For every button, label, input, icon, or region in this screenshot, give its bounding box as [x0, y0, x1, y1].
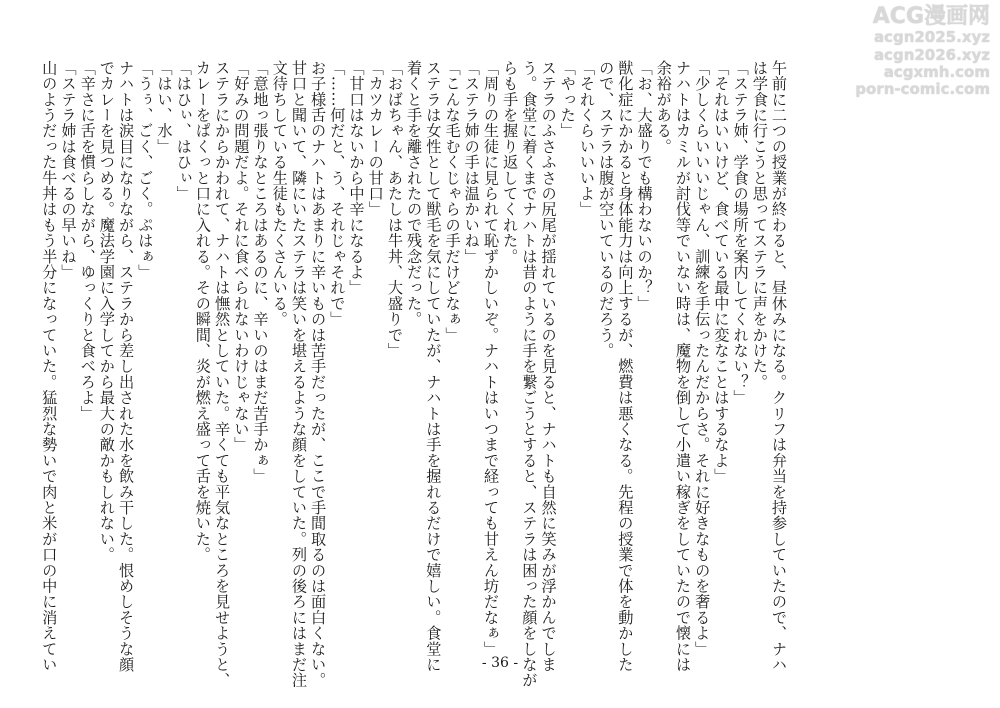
- page-number: - 36 -: [481, 655, 519, 671]
- text-column: カレーをぱくっと口に入れる。その瞬間、炎が燃え盛って舌を焼いた。: [193, 60, 212, 563]
- text-column: ステラにからかわれて、ナハトは憮然としていた。辛くても平気なところを見せようと、: [213, 60, 232, 688]
- text-column: 獣化症にかかると身体能力は向上するが、燃費は悪くなる。先程の授業で体を動かした: [616, 60, 635, 673]
- text-column: ナハトは涙目になりながら、ステラから差し出された水を飲み干した。恨めしそうな顔: [117, 60, 136, 673]
- text-column: 「おばちゃん、あたしは牛丼、大盛りで」: [385, 60, 404, 359]
- text-column: 「好みの問題だよ。それに食べられないわけじゃない」: [232, 60, 251, 453]
- text-column: 「はい、水」: [155, 60, 174, 155]
- watermark-line: porn-comic.com: [855, 80, 990, 99]
- text-column: 「意地っ張りなところはあるのに、辛いのはまだ苦手かぁ」: [251, 60, 270, 484]
- text-column: 「お、大盛りでも構わないのか？」: [635, 60, 654, 312]
- site-watermark: [790, 4, 990, 98]
- text-column: ナハトはカミルが討伐等でいない時は、魔物を倒して小遣い稼ぎをしていたので懐には: [673, 60, 692, 673]
- text-column: らも手を握り返してくれた。: [501, 60, 520, 265]
- text-column: 「それくらいいいよ」: [577, 60, 596, 217]
- text-column: 「ステラ姉、学食の場所を案内してくれない？」: [731, 60, 750, 406]
- text-column: ステラのふさふさの尻尾が揺れているのを見ると、ナハトも自然に笑みが浮かんでしま: [539, 60, 558, 673]
- text-column: お子様舌のナハトはあまりに辛いものは苦手だったが、ここで手間取るのは面白くない。: [309, 60, 328, 688]
- text-column: 「ステラ姉の手は温かいね」: [462, 60, 481, 265]
- text-column: でカレーを見つめる。魔法学園に入学してから最大の敵かもしれない。: [97, 60, 116, 563]
- text-column: 「うぅ、ごく、ごく。ぷはぁ」: [136, 60, 155, 280]
- text-column: 「辛さに舌を慣らしながら、ゆっくりと食べろよ」: [78, 60, 97, 422]
- text-column: 「それはいいけど、食べている最中に変なことはするなよ」: [712, 60, 731, 484]
- text-column: 「カツカレーの甘口」: [366, 60, 385, 217]
- text-column: ので、ステラは腹が空いているのだろう。: [597, 60, 616, 359]
- text-column: う。食堂に着くまでナハトは昔のように手を繋ごうとすると、ステラは困った顔をしなが: [520, 60, 539, 688]
- text-column: 「ステラ姉は食べるの早いね」: [59, 60, 78, 280]
- text-column: 「甘口はないから中辛になるよ」: [347, 60, 366, 296]
- watermark-line: ACG漫画网: [872, 4, 990, 29]
- text-column: 山のようだった牛丼はもう半分になっていた。猛烈な勢いで肉と米が口の中に消えてい: [40, 60, 59, 673]
- text-column: 「こんな毛むくじゃらの手だけどなぁ」: [443, 60, 462, 343]
- watermark-line: acgxmh.com: [883, 62, 990, 81]
- text-column: 「少しくらいいいじゃん、訓練を手伝ったんだからさ。それに好きなものを奢るよ」: [693, 60, 712, 657]
- text-column: ステラは女性として獣毛を気にしていたが、ナハトは手を握れるだけで嬉しい。食堂に: [424, 60, 443, 673]
- watermark-line: acgn2026.xyz: [873, 45, 990, 64]
- text-column: は学食に行こうと思ってステラに声をかけた。: [750, 60, 769, 390]
- text-column: 午前に二つの授業が終わると、昼休みになる。クリフは弁当を持参していたので、ナハ: [770, 60, 788, 673]
- text-column: 着くと手を離されたので残念だった。: [405, 60, 424, 327]
- text-column: 「やった」: [558, 60, 577, 139]
- text-column: 余裕がある。: [654, 60, 673, 155]
- watermark-line: acgn2025.xyz: [873, 28, 990, 47]
- text-column: 「周りの生徒に見られて恥ずかしいぞ。ナハトはいつまで経っても甘えん坊だなぁ」: [481, 60, 500, 657]
- text-column: 文待ちしている生徒もたくさんいる。: [270, 60, 289, 327]
- text-column: 甘口と聞いて、隣にいたステラは笑いを堪えるような顔をしていた。列の後ろにはまだ注: [289, 60, 308, 688]
- text-column: 「……何だと、う、それじゃそれで」: [328, 60, 347, 327]
- text-column: 「はひぃ、はひぃ」: [174, 60, 193, 202]
